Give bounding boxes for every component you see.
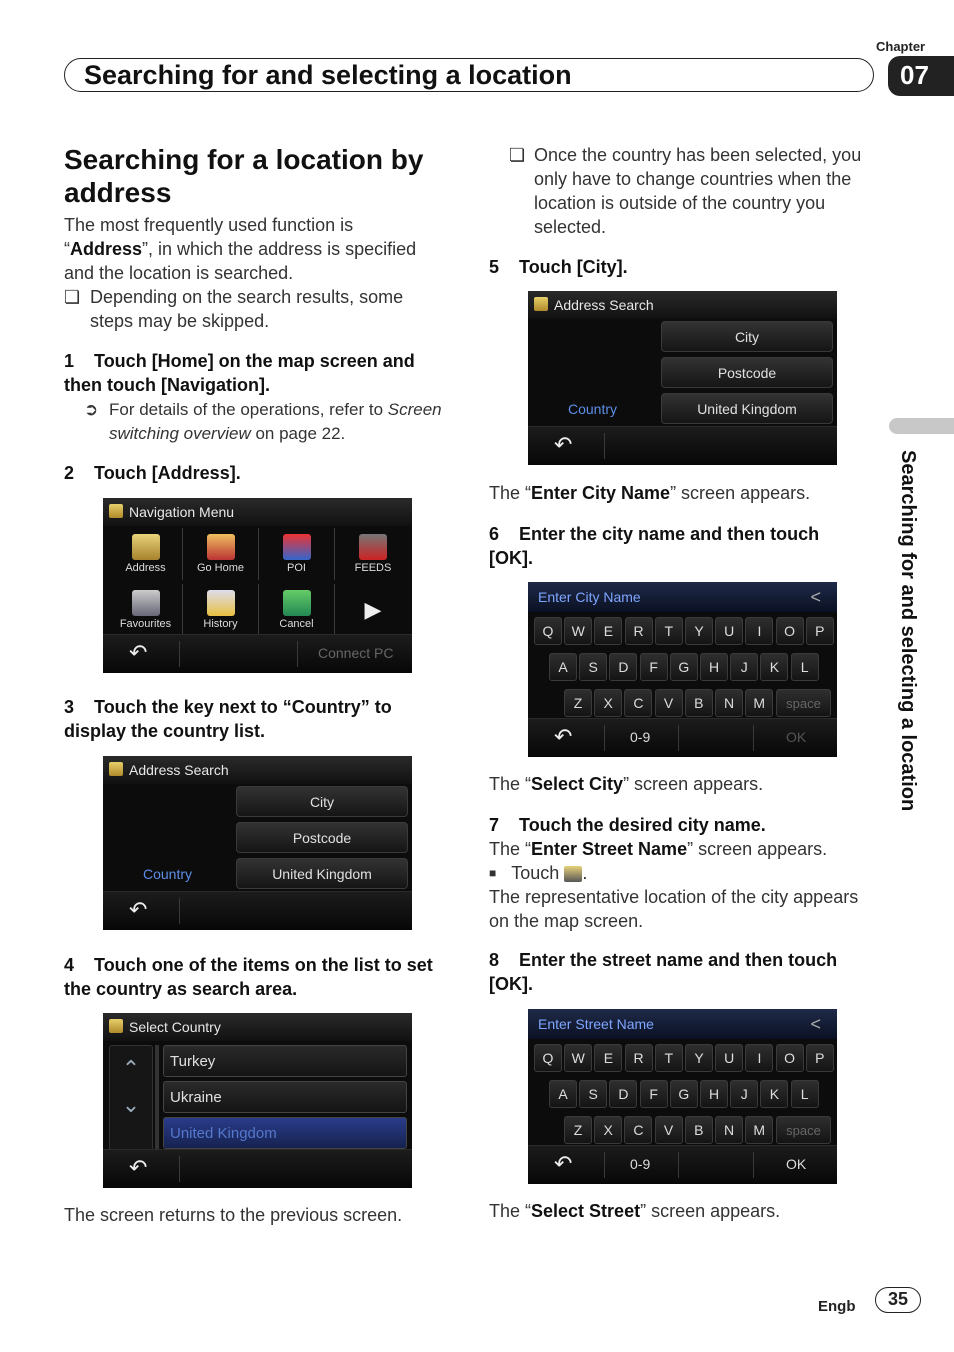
- list-item[interactable]: Ukraine: [163, 1081, 407, 1113]
- key-m[interactable]: M: [745, 1116, 773, 1144]
- step-4-result: The screen returns to the previous screen.: [64, 1205, 403, 1225]
- key-p[interactable]: P: [806, 617, 834, 645]
- key-c[interactable]: C: [624, 1116, 652, 1144]
- divider: [678, 1152, 679, 1178]
- step-1-note: ➲ For details of the operations, refer to Screen switching overview on page 22.: [84, 400, 442, 443]
- key-u[interactable]: U: [715, 1044, 743, 1072]
- feeds-button[interactable]: FEEDS: [335, 528, 411, 580]
- divider: [753, 1152, 754, 1178]
- key-b[interactable]: B: [685, 689, 713, 717]
- square-bullet-icon: ■: [489, 866, 497, 880]
- city-name-input[interactable]: Enter City Name <: [528, 582, 837, 612]
- key-j[interactable]: J: [730, 1080, 758, 1108]
- city-button[interactable]: City: [661, 321, 833, 352]
- map-location-icon: [564, 866, 582, 882]
- scroll-bar[interactable]: [109, 1045, 153, 1151]
- section-title: Searching for a location by address: [64, 144, 424, 208]
- divider: [604, 1152, 605, 1178]
- divider: [753, 725, 754, 751]
- key-s[interactable]: S: [579, 653, 607, 681]
- key-r[interactable]: R: [625, 1044, 653, 1072]
- country-label: Country: [143, 866, 193, 882]
- address-icon: [109, 762, 123, 776]
- key-v[interactable]: V: [655, 1116, 683, 1144]
- key-g[interactable]: G: [670, 1080, 698, 1108]
- select-country-title: Select Country: [103, 1013, 412, 1041]
- numbers-button[interactable]: 0-9: [630, 1156, 651, 1172]
- enter-street-keyboard: [528, 1009, 837, 1184]
- street-name-input[interactable]: Enter Street Name <: [528, 1009, 837, 1039]
- play-arrow-icon: ▶: [364, 597, 382, 622]
- header-title: Searching for and selecting a location: [84, 60, 572, 90]
- key-d[interactable]: D: [609, 1080, 637, 1108]
- ok-button[interactable]: OK: [786, 1156, 807, 1172]
- key-s[interactable]: S: [579, 1080, 607, 1108]
- feeds-icon: [359, 534, 387, 560]
- back-arrow-icon[interactable]: ↶: [129, 640, 148, 665]
- backspace-button[interactable]: <: [810, 587, 821, 607]
- key-d[interactable]: D: [609, 653, 637, 681]
- key-n[interactable]: N: [715, 689, 743, 717]
- enter-city-keyboard: [528, 582, 837, 757]
- navigation-icon: [109, 504, 123, 518]
- go-home-button[interactable]: Go Home: [183, 528, 259, 580]
- space-key[interactable]: space: [776, 1116, 831, 1144]
- arrow-icon: ➲: [84, 400, 99, 419]
- divider: [297, 641, 298, 667]
- nav-menu-title: Navigation Menu: [103, 498, 412, 526]
- key-t[interactable]: T: [655, 617, 683, 645]
- key-r[interactable]: R: [625, 617, 653, 645]
- country-label: Country: [568, 401, 618, 417]
- address-bottom-bar: [528, 426, 837, 465]
- country-bottom-bar: [103, 1149, 412, 1188]
- country-note: ❏ Once the country has been selected, you only have to change countries when the location is outside of the country you selected.: [509, 145, 862, 237]
- key-z[interactable]: Z: [564, 689, 592, 717]
- poi-button[interactable]: POI: [259, 528, 335, 580]
- touch-result: The representative location of the city appears on the map screen.: [489, 887, 859, 931]
- key-x[interactable]: X: [594, 689, 622, 717]
- postcode-button[interactable]: Postcode: [661, 357, 833, 388]
- key-w[interactable]: W: [564, 1044, 592, 1072]
- key-y[interactable]: Y: [685, 617, 713, 645]
- key-c[interactable]: C: [624, 689, 652, 717]
- divider: [604, 725, 605, 751]
- scroll-track: [155, 1045, 159, 1149]
- address-button[interactable]: Address: [109, 528, 183, 580]
- scroll-down-icon[interactable]: ⌄: [121, 1092, 141, 1117]
- chapter-label: Chapter: [876, 39, 926, 54]
- intro-note: ❏ Depending on the search results, some steps may be skipped.: [64, 287, 404, 331]
- keyboard-bottom-bar: [528, 718, 837, 757]
- step-7-result: The “Enter Street Name” screen appears.: [489, 839, 828, 859]
- home-icon: [207, 534, 235, 560]
- address-icon: [534, 297, 548, 311]
- chapter-number: 07: [888, 56, 954, 96]
- cancel-button[interactable]: Cancel: [259, 584, 335, 636]
- address-icon: [132, 534, 160, 560]
- cancel-route-icon: [283, 590, 311, 616]
- history-button[interactable]: History: [183, 584, 259, 636]
- select-country-screen: [103, 1013, 412, 1188]
- key-w[interactable]: W: [564, 617, 592, 645]
- step-2: 2 Touch [Address].: [64, 463, 241, 483]
- key-f[interactable]: F: [640, 653, 668, 681]
- key-z[interactable]: Z: [564, 1116, 592, 1144]
- step-3: 3 Touch the key next to “Country” to display the country list.: [64, 697, 392, 741]
- country-button[interactable]: United Kingdom: [661, 393, 833, 424]
- favourites-button[interactable]: Favourites: [109, 584, 183, 636]
- address-bottom-bar: [103, 891, 412, 930]
- key-q[interactable]: Q: [534, 1044, 562, 1072]
- key-u[interactable]: U: [715, 617, 743, 645]
- key-i[interactable]: I: [745, 1044, 773, 1072]
- key-l[interactable]: L: [791, 653, 819, 681]
- key-h[interactable]: H: [700, 1080, 728, 1108]
- backspace-button[interactable]: <: [810, 1014, 821, 1034]
- checkbox-icon: ❏: [64, 287, 81, 307]
- navigation-menu-screen: [103, 498, 412, 673]
- divider: [604, 433, 605, 459]
- key-e[interactable]: E: [594, 1044, 622, 1072]
- key-k[interactable]: K: [760, 1080, 788, 1108]
- step-1: 1 Touch [Home] on the map screen and then touch [Navigation].: [64, 351, 415, 395]
- postcode-button[interactable]: Postcode: [236, 822, 408, 853]
- key-a[interactable]: A: [549, 1080, 577, 1108]
- city-button[interactable]: City: [236, 786, 408, 817]
- address-search-screen-2: [528, 291, 837, 465]
- step-8-result: The “Select Street” screen appears.: [489, 1201, 781, 1221]
- divider: [678, 725, 679, 751]
- key-l[interactable]: L: [791, 1080, 819, 1108]
- next-page-button[interactable]: [335, 584, 411, 636]
- back-arrow-icon[interactable]: ↶: [129, 897, 148, 922]
- favourites-icon: [132, 590, 160, 616]
- key-n[interactable]: N: [715, 1116, 743, 1144]
- list-item-selected[interactable]: United Kingdom: [163, 1117, 407, 1149]
- key-h[interactable]: H: [700, 653, 728, 681]
- back-arrow-icon[interactable]: ↶: [129, 1155, 148, 1180]
- key-t[interactable]: T: [655, 1044, 683, 1072]
- back-arrow-icon[interactable]: ↶: [554, 724, 573, 749]
- key-o[interactable]: O: [776, 617, 804, 645]
- side-tab: [889, 418, 954, 434]
- poi-icon: [283, 534, 311, 560]
- key-i[interactable]: I: [745, 617, 773, 645]
- key-g[interactable]: G: [670, 653, 698, 681]
- step-8: 8 Enter the street name and then touch [OK].: [489, 950, 838, 994]
- key-a[interactable]: A: [549, 653, 577, 681]
- space-key[interactable]: space: [776, 689, 831, 717]
- key-j[interactable]: J: [730, 653, 758, 681]
- key-k[interactable]: K: [760, 653, 788, 681]
- step-4: 4 Touch one of the items on the list to set the country as search area.: [64, 955, 433, 999]
- key-f[interactable]: F: [640, 1080, 668, 1108]
- divider: [179, 898, 180, 924]
- country-button[interactable]: United Kingdom: [236, 858, 408, 889]
- key-b[interactable]: B: [685, 1116, 713, 1144]
- divider: [179, 641, 180, 667]
- numbers-button[interactable]: 0-9: [630, 729, 651, 745]
- history-icon: [207, 590, 235, 616]
- key-y[interactable]: Y: [685, 1044, 713, 1072]
- scroll-up-icon[interactable]: ⌃: [121, 1056, 141, 1081]
- address-search-screen-1: [103, 756, 412, 930]
- page-number: 35: [875, 1287, 921, 1313]
- connect-pc-button[interactable]: Connect PC: [318, 645, 394, 661]
- divider: [179, 1156, 180, 1182]
- key-o[interactable]: O: [776, 1044, 804, 1072]
- key-p[interactable]: P: [806, 1044, 834, 1072]
- key-x[interactable]: X: [594, 1116, 622, 1144]
- back-arrow-icon[interactable]: ↶: [554, 432, 573, 457]
- key-e[interactable]: E: [594, 617, 622, 645]
- address-search-title: Address Search: [103, 756, 412, 784]
- back-arrow-icon[interactable]: ↶: [554, 1151, 573, 1176]
- step-6: 6 Enter the city name and then touch [OK].: [489, 524, 820, 568]
- ok-button[interactable]: OK: [786, 729, 807, 745]
- side-label: Searching for and selecting a location: [897, 450, 919, 812]
- key-q[interactable]: Q: [534, 617, 562, 645]
- nav-bottom-bar: [103, 634, 412, 673]
- step-5-result: The “Enter City Name” screen appears.: [489, 483, 811, 503]
- checkbox-icon: ❏: [509, 145, 526, 165]
- touch-instruction: ■ Touch .: [489, 863, 588, 883]
- list-item[interactable]: Turkey: [163, 1045, 407, 1077]
- step-6-result: The “Select City” screen appears.: [489, 774, 764, 794]
- intro-paragraph: The most frequently used function is “Address”, in which the address is specified and the location is searched.: [64, 215, 417, 283]
- address-icon: [109, 1019, 123, 1033]
- key-v[interactable]: V: [655, 689, 683, 717]
- address-search-title: Address Search: [528, 291, 837, 319]
- step-7: 7 Touch the desired city name.: [489, 815, 766, 835]
- step-5: 5 Touch [City].: [489, 257, 628, 277]
- footer-language: Engb: [818, 1298, 856, 1315]
- keyboard-bottom-bar: [528, 1145, 837, 1184]
- key-m[interactable]: M: [745, 689, 773, 717]
